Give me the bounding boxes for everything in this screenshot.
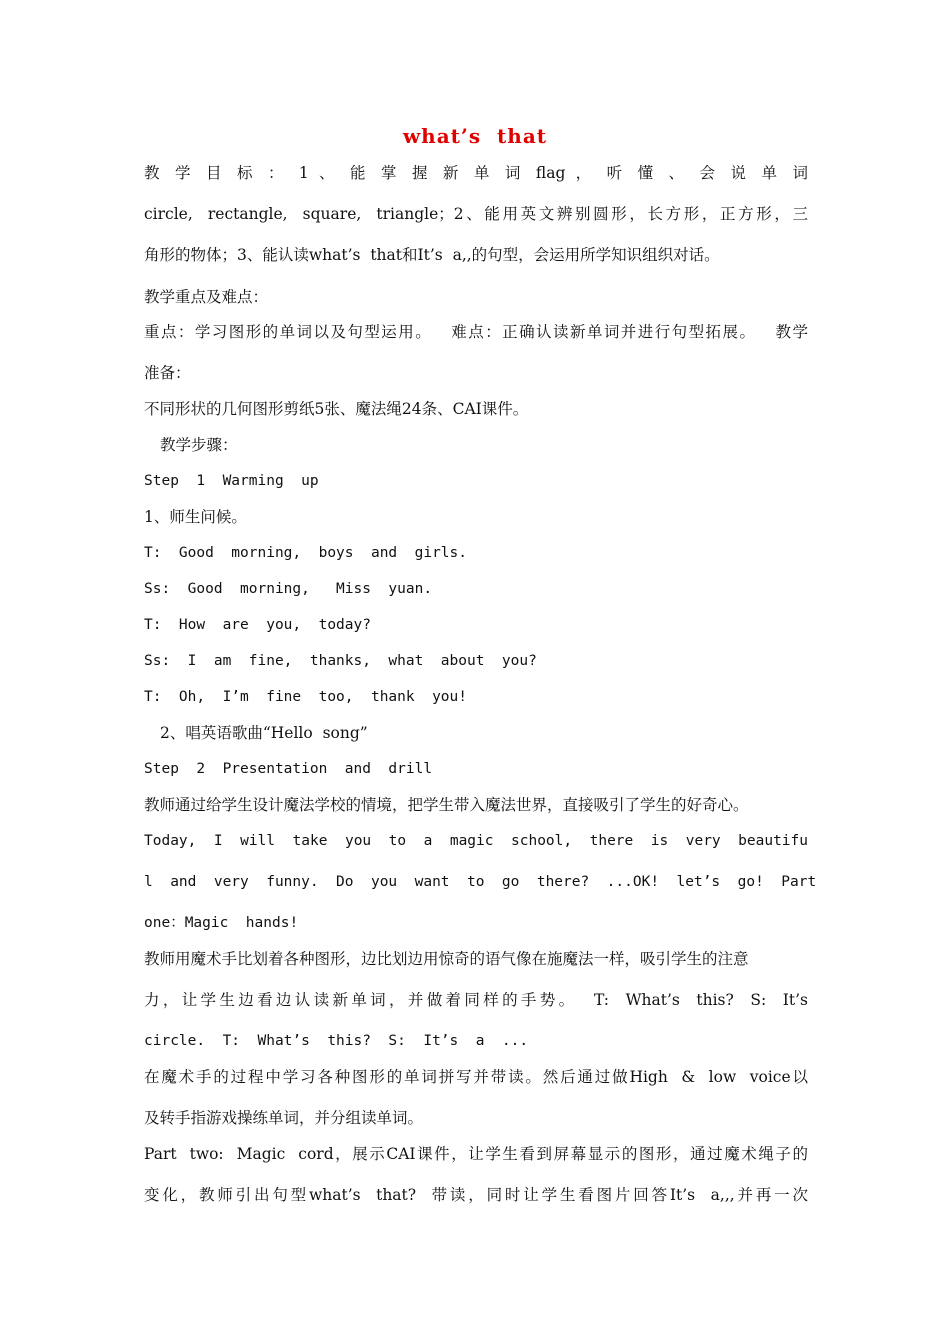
steps-heading: 教学步骤：: [160, 436, 238, 454]
dialogue-line-4: Ss: I am fine, thanks, what about you?: [144, 653, 537, 669]
key-points-heading: 教学重点及难点：: [144, 288, 269, 306]
practice-line-1: 在魔术手的过程中学习各种图形的单词拼写并带读。然后通过做High & low voice以: [144, 1068, 808, 1086]
magic-hands-line-3: circle. T: What’s this? S: It’s a ...: [144, 1033, 529, 1049]
presentation-line-2: Today, I will take you to a magic school, there is very beautifu: [144, 833, 808, 849]
document-title: what’s that: [402, 124, 548, 148]
part-two-line-1: Part two: Magic cord，展示CAI课件，让学生看到屏幕显示的图形，通过魔术绳子的: [144, 1145, 808, 1163]
step-2-heading: Step 2 Presentation and drill: [144, 761, 433, 777]
objectives-line-2: circle, rectangle, square, triangle；2、能用英文辨别圆形，长方形，正方形，三: [144, 205, 808, 223]
dialogue-line-3: T: How are you, today?: [144, 617, 371, 633]
part-one-heading: one：Magic hands!: [144, 915, 299, 931]
step-1-heading: Step 1 Warming up: [144, 473, 319, 489]
preparation-heading: 准备：: [144, 364, 191, 382]
presentation-line-3: l and very funny. Do you want to go there? ...OK! let’s go! Part: [144, 874, 817, 890]
magic-hands-line-1: 教师用魔术手比划着各种图形，边比划边用惊奇的语气像在施魔法一样，吸引学生的注意: [144, 950, 749, 968]
song-line: 2、唱英语歌曲“Hello song”: [160, 724, 368, 742]
preparation-line: 不同形状的几何图形剪纸5张、魔法绳24条、CAI课件。: [144, 400, 529, 418]
greeting-heading: 1、师生问候。: [144, 508, 247, 526]
dialogue-line-5: T: Oh, I’m fine too, thank you!: [144, 689, 468, 705]
dialogue-line-2: Ss: Good morning, Miss yuan.: [144, 581, 433, 597]
part-two-line-2: 变化，教师引出句型what’s that? 带读，同时让学生看图片回答It’s a,,,并再一次: [144, 1186, 808, 1204]
objectives-line-3: 角形的物体；3、能认读what’s that和It’s a,,的句型，会运用所学知识组织对话。: [144, 246, 720, 264]
key-points-line: 重点：学习图形的单词以及句型运用。 难点：正确认读新单词并进行句型拓展。 教学: [144, 323, 808, 341]
presentation-line-1: 教师通过给学生设计魔法学校的情境，把学生带入魔法世界，直接吸引了学生的好奇心。: [144, 796, 749, 814]
practice-line-2: 及转手指游戏操练单词，并分组读单词。: [144, 1109, 424, 1127]
objectives-line-1: 教 学 目 标 ： 1 、 能 掌 握 新 单 词 flag ， 听 懂 、 会 说 单 词: [144, 164, 808, 182]
dialogue-line-1: T: Good morning, boys and girls.: [144, 545, 468, 561]
magic-hands-line-2: 力，让学生边看边认读新单词，并做着同样的手势。 T: What’s this? S: It’s: [144, 991, 808, 1009]
